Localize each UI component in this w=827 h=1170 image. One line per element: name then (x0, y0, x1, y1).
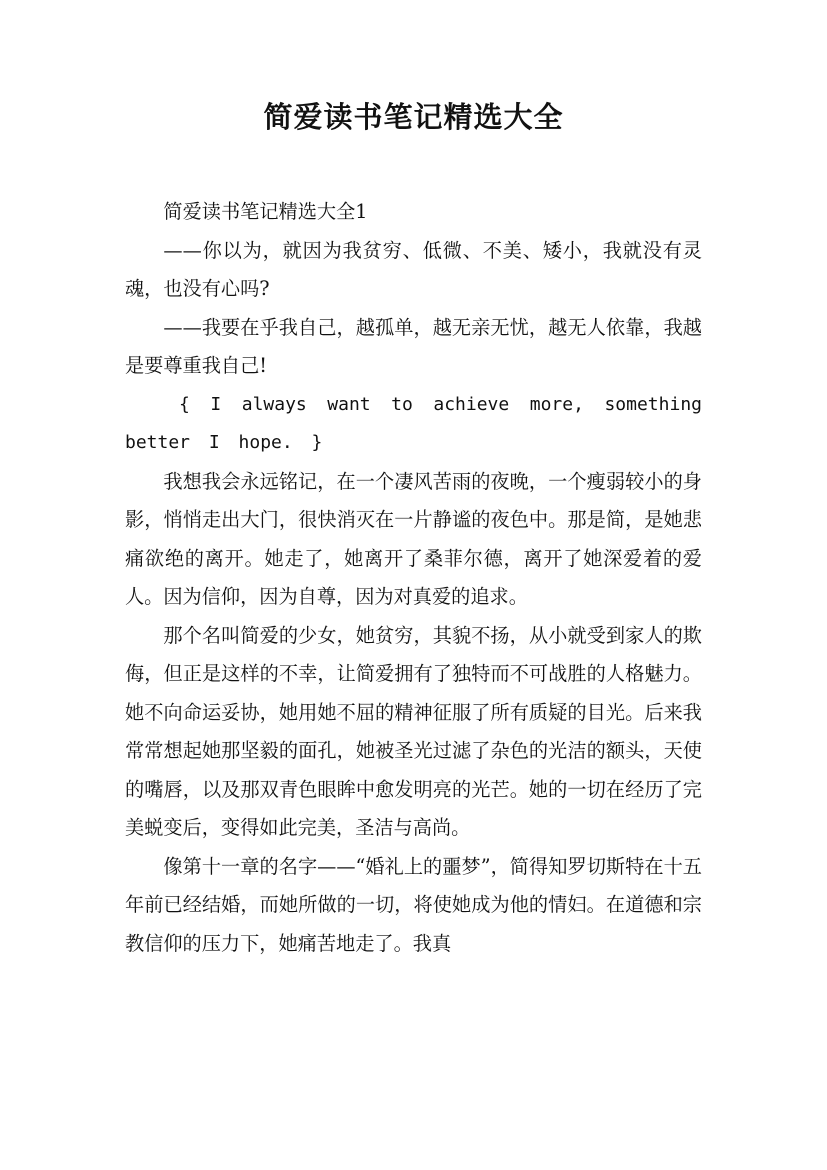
body-paragraph: 我想我会永远铭记，在一个凄风苦雨的夜晚，一个瘦弱较小的身影，悄悄走出大门，很快消灭在一片静谧的夜色中。那是简，是她悲痛欲绝的离开。她走了，她离开了桑菲尔德，离开了她深爱着的爱人。因为信仰，因为自尊，因为对真爱的追求。 (125, 469, 702, 608)
body-paragraph: 那个名叫简爱的少女，她贫穷，其貌不扬，从小就受到家人的欺侮，但正是这样的不幸，让简爱拥有了独特而不可战胜的人格魅力。她不向命运妥协，她用她不屈的精神征服了所有质疑的目光。后来我常常想起她那坚毅的面孔，她被圣光过滤了杂色的光洁的额头，天使的嘴唇，以及那双青色眼眸中愈发明亮的光芒。她的一切在经历了完美蜕变后，变得如此完美，圣洁与高尚。 (125, 623, 702, 839)
document-body (125, 193, 702, 963)
body-paragraph: 像第十一章的名字——“婚礼上的噩梦”，简得知罗切斯特在十五年前已经结婚，而她所做的一切，将使她成为他的情妇。在道德和宗教信仰的压力下，她痛苦地走了。我真 (125, 854, 702, 955)
english-quote-paragraph: { I always want to achieve more, something better I hope. } (125, 393, 702, 453)
document-title: 简爱读书笔记精选大全 (263, 100, 564, 134)
quote-paragraph: ——你以为，就因为我贫穷、低微、不美、矮小，我就没有灵魂，也没有心吗? (125, 238, 702, 300)
quote-paragraph: ——我要在乎我自己，越孤单，越无亲无忧，越无人依靠，我越是要尊重我自己! (125, 315, 702, 377)
section-heading: 简爱读书笔记精选大全1 (163, 200, 368, 223)
